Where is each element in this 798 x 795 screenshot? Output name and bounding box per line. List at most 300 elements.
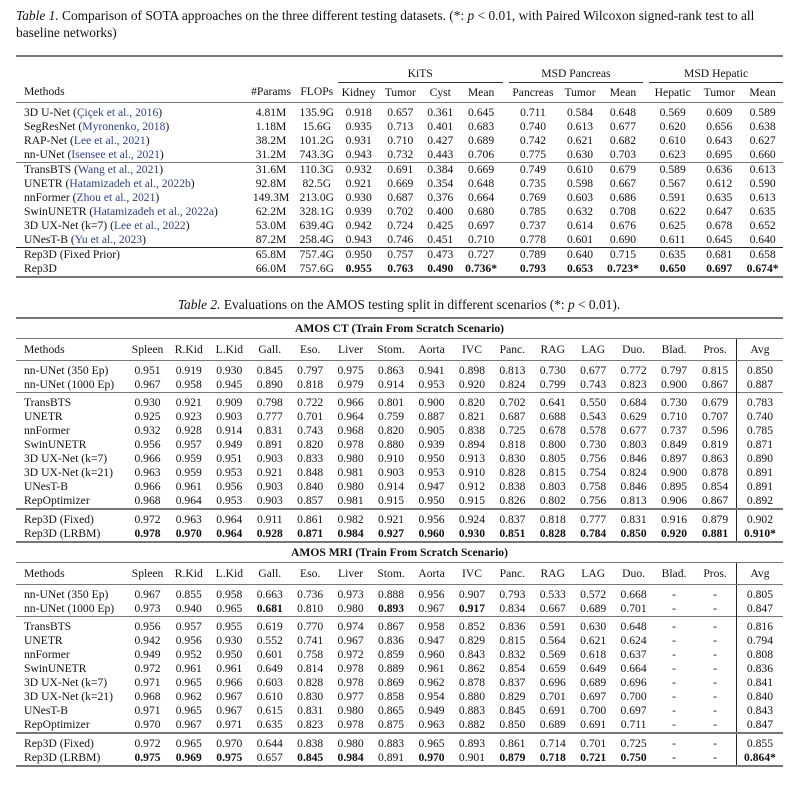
table2-caption-p: p — [567, 297, 575, 312]
value-cell: 0.649 — [580, 662, 607, 675]
value-cell: 0.950 — [418, 452, 445, 465]
table-row — [16, 602, 783, 617]
table-row — [16, 163, 783, 178]
table-row — [16, 733, 783, 751]
value-cell: 0.954 — [418, 690, 445, 703]
value-cell: 0.613 — [566, 120, 594, 133]
method-name: UNETR — [24, 634, 63, 647]
value-cell: 0.837 — [492, 509, 532, 527]
value-cell: 0.810 — [297, 602, 324, 615]
value-cell: 0.818 — [533, 509, 573, 527]
value-cell: - — [654, 751, 694, 766]
value-cell: 0.867 — [702, 378, 729, 391]
value-cell: 0.947 — [418, 634, 445, 647]
value-cell: 0.831 — [297, 704, 324, 717]
value-cell: 0.978 — [134, 527, 161, 540]
value-cell: 0.969 — [168, 751, 209, 766]
column-header: Panc. — [492, 563, 532, 585]
value-cell: 0.664 — [620, 662, 647, 675]
value-cell: 0.696 — [539, 676, 566, 689]
value-cell: 0.949 — [418, 704, 445, 717]
value-cell: 0.681 — [256, 602, 283, 615]
value-cell: 0.854 — [499, 662, 526, 675]
value-cell: 0.950 — [418, 494, 445, 507]
value-cell: 0.961 — [216, 662, 243, 675]
column-header: Mean — [460, 83, 503, 103]
value-cell: 0.882 — [458, 718, 486, 731]
column-header: Blad. — [654, 339, 694, 361]
group-header-kits: KiTS — [338, 65, 503, 83]
column-header: Liver — [330, 339, 370, 361]
value-cell: 0.968 — [134, 690, 161, 703]
value-cell: 0.930 — [216, 634, 243, 647]
citation-link[interactable]: Hatamizadeh et al., 2022b — [69, 177, 191, 190]
table-row — [16, 466, 783, 480]
value-cell: 0.971 — [216, 718, 243, 731]
value-cell: 0.968 — [337, 424, 364, 437]
value-cell: 0.684 — [613, 393, 653, 411]
value-cell: 0.645 — [468, 106, 495, 119]
value-cell: 0.736* — [460, 262, 503, 277]
value-cell: 0.679 — [694, 393, 736, 411]
value-cell: 0.813 — [499, 364, 526, 377]
value-cell: 0.830 — [499, 452, 526, 465]
value-cell: 0.930 — [216, 364, 243, 377]
value-cell: 0.932 — [338, 163, 380, 178]
value-cell: 0.659 — [539, 662, 566, 675]
value-cell: 0.925 — [134, 410, 161, 423]
value-cell: 0.984 — [330, 751, 370, 766]
value-cell: 0.831 — [613, 509, 653, 527]
method-name: SwinUNETR — [24, 662, 87, 675]
column-header: FLOPs — [296, 83, 338, 103]
value-cell: 0.643 — [706, 134, 733, 147]
value-cell: 0.641 — [533, 393, 573, 411]
value-cell: 0.828 — [539, 527, 566, 540]
method-name: UNETR (Hatamizadeh et al., 2022b) — [24, 177, 195, 190]
value-cell: 0.621 — [580, 634, 607, 647]
value-cell: 0.957 — [168, 617, 209, 635]
avg-cell: 0.902 — [736, 509, 783, 527]
value-cell: 0.921 — [345, 177, 372, 190]
value-cell: 0.903 — [256, 452, 283, 465]
value-cell: 0.980 — [337, 480, 364, 493]
table-row — [16, 494, 783, 509]
value-cell: 0.913 — [458, 452, 486, 465]
column-header: Eso. — [290, 563, 330, 585]
method-name: nn-UNet (1000 Ep) — [24, 602, 115, 615]
column-header: Tumor — [557, 83, 603, 103]
citation-link[interactable]: Çiçek et al., 2016 — [76, 106, 159, 119]
avg-cell: 0.836 — [736, 662, 783, 676]
table-row — [16, 219, 783, 233]
value-cell: 0.966 — [134, 480, 161, 493]
table-row — [16, 233, 783, 248]
method-name: TransBTS — [16, 617, 127, 635]
avg-cell: 0.740 — [736, 410, 783, 424]
avg-cell: 0.890 — [736, 452, 783, 466]
value-cell: 0.805 — [539, 452, 566, 465]
value-cell: 0.903 — [256, 480, 283, 493]
avg-cell: 0.841 — [736, 676, 783, 690]
value-cell: 0.552 — [256, 634, 283, 647]
column-header: Gall. — [250, 339, 290, 361]
column-header: Duo. — [613, 339, 653, 361]
value-cell: 0.613 — [749, 191, 776, 204]
value-cell: 0.893 — [378, 602, 405, 615]
column-header: Blad. — [654, 563, 694, 585]
flops-cell: 743.3G — [299, 148, 334, 161]
value-cell: 0.400 — [427, 205, 454, 218]
value-cell: 0.982 — [330, 509, 370, 527]
value-cell: 0.688 — [539, 410, 566, 423]
value-cell: 0.867 — [371, 617, 412, 635]
value-cell: 0.828 — [499, 466, 526, 479]
table-row — [16, 690, 783, 704]
citation-link[interactable]: Hatamizadeh et al., 2022a — [93, 205, 214, 218]
value-cell: 0.883 — [458, 704, 486, 717]
table-row — [16, 262, 783, 277]
value-cell: 0.951 — [216, 452, 243, 465]
value-cell: 0.919 — [175, 364, 202, 377]
value-cell: - — [654, 733, 694, 751]
value-cell: 0.962 — [418, 676, 445, 689]
value-cell: 0.979 — [337, 378, 364, 391]
value-cell: 0.629 — [620, 410, 647, 423]
value-cell: 0.949 — [134, 648, 161, 661]
value-cell: 0.754 — [580, 466, 607, 479]
value-cell: 0.644 — [250, 733, 290, 751]
value-cell: 0.772 — [620, 364, 647, 377]
value-cell: 0.953 — [216, 494, 243, 507]
value-cell: - — [672, 690, 676, 703]
avg-cell: 0.847 — [736, 718, 783, 733]
value-cell: 0.862 — [458, 662, 486, 675]
citation-link[interactable]: Lee et al., 2022 — [113, 219, 186, 232]
value-cell: 0.850 — [620, 527, 647, 540]
value-cell: 0.894 — [458, 438, 486, 451]
value-cell: 0.849 — [660, 438, 688, 451]
table-row — [16, 704, 783, 718]
value-cell: 0.859 — [378, 648, 405, 661]
value-cell: 0.710 — [660, 410, 688, 423]
method-label: Rep3D (Fixed Prior) — [24, 248, 120, 261]
params-cell: 4.81M — [255, 106, 287, 119]
method-name: nn-UNet (1000 Ep) — [24, 378, 115, 391]
value-cell: 0.846 — [620, 480, 647, 493]
value-cell: 0.613 — [742, 163, 783, 178]
method-name — [16, 248, 246, 263]
value-cell: 0.618 — [580, 648, 607, 661]
value-cell: 0.907 — [458, 588, 486, 601]
value-cell: 0.669 — [460, 163, 503, 178]
table-row — [16, 205, 783, 219]
citation-link[interactable]: Yu et al., 2023 — [74, 233, 143, 246]
method-name: SwinUNETR — [24, 438, 87, 451]
column-header: Duo. — [613, 563, 653, 585]
value-cell: 0.777 — [573, 509, 613, 527]
value-cell: 0.820 — [378, 424, 405, 437]
value-cell: 0.730 — [580, 438, 607, 451]
value-cell: 0.711 — [520, 106, 546, 119]
value-cell: 0.900 — [660, 466, 688, 479]
value-cell: 0.785 — [519, 205, 546, 218]
method-name: Rep3D (Fixed) — [16, 509, 127, 527]
avg-cell: 0.864* — [736, 751, 783, 766]
method-label: UNETR — [24, 177, 63, 190]
value-cell: 0.737 — [660, 424, 688, 437]
value-cell: 0.658 — [742, 248, 783, 263]
value-cell: 0.960 — [418, 527, 445, 540]
value-cell: 0.578 — [580, 424, 607, 437]
table-row — [16, 424, 783, 438]
value-cell: 0.903 — [378, 466, 405, 479]
value-cell: 0.591 — [533, 617, 573, 635]
method-name: Rep3D (LRBM) — [24, 527, 101, 540]
value-cell: 0.833 — [297, 452, 324, 465]
value-cell: 0.824 — [499, 378, 526, 391]
method-name: nnFormer — [24, 648, 70, 661]
value-cell: 0.857 — [297, 494, 324, 507]
table-row — [16, 438, 783, 452]
value-cell: 0.722 — [290, 393, 330, 411]
value-cell: 0.965 — [411, 733, 451, 751]
value-cell: 0.952 — [175, 648, 202, 661]
column-header: Aorta — [411, 339, 451, 361]
column-header: R.Kid — [168, 339, 209, 361]
citation-link[interactable]: Isensee et al., 2021 — [71, 148, 160, 161]
table-row — [16, 617, 783, 635]
value-cell: 0.622 — [659, 205, 686, 218]
value-cell: 0.800 — [539, 438, 566, 451]
citation-link[interactable]: Myronenko, 2018 — [82, 120, 166, 133]
column-header: Avg — [736, 563, 783, 585]
params-cell: 38.2M — [255, 134, 287, 147]
flops-cell: 639.4G — [299, 219, 334, 232]
value-cell: 0.980 — [337, 704, 364, 717]
value-cell: 0.743 — [580, 378, 607, 391]
value-cell: 0.676 — [609, 219, 636, 232]
value-cell: 0.814 — [297, 662, 324, 675]
value-cell: 0.930 — [345, 191, 372, 204]
column-header: Tumor — [696, 83, 742, 103]
method-label: SegResNet — [24, 120, 76, 133]
flops-cell: 258.4G — [299, 233, 334, 246]
value-cell: - — [713, 602, 718, 615]
value-cell: 0.978 — [337, 438, 364, 451]
avg-cell: 0.892 — [736, 494, 783, 509]
value-cell: 0.980 — [330, 733, 370, 751]
value-cell: 0.721 — [573, 751, 613, 766]
params-cell: 149.3M — [252, 191, 290, 204]
value-cell: - — [672, 588, 676, 601]
value-cell: 0.950 — [216, 648, 243, 661]
method-name: nn-UNet (350 Ep) — [24, 364, 109, 377]
value-cell: 0.689 — [580, 676, 607, 689]
value-cell: 0.677 — [609, 120, 636, 133]
method-name: UNesT-B (Yu et al., 2023) — [24, 233, 146, 246]
value-cell: 0.893 — [452, 733, 492, 751]
value-cell: 0.887 — [418, 410, 445, 423]
column-header: Liver — [330, 563, 370, 585]
value-cell: 0.958 — [216, 588, 243, 601]
value-cell: 0.832 — [499, 648, 526, 661]
value-cell: - — [672, 648, 676, 661]
value-cell: 0.953 — [418, 466, 445, 479]
value-cell: 0.941 — [418, 364, 445, 377]
table-row — [16, 452, 783, 466]
value-cell: 0.836 — [378, 634, 405, 647]
value-cell: 0.927 — [378, 527, 405, 540]
params-cell: 66.0M — [246, 262, 295, 277]
column-header: LAG — [573, 339, 613, 361]
value-cell: 0.967 — [134, 588, 161, 601]
table-row — [16, 648, 783, 662]
citation-link[interactable]: Wang et al., 2021 — [78, 163, 160, 176]
column-header: L.Kid — [209, 339, 250, 361]
value-cell: 0.663 — [256, 588, 283, 601]
value-cell: - — [672, 602, 676, 615]
value-cell: 0.891 — [371, 751, 412, 766]
value-cell: 0.635 — [256, 718, 283, 731]
table-row — [16, 378, 783, 393]
value-cell: 0.648 — [609, 106, 636, 119]
value-cell: 0.921 — [168, 393, 209, 411]
value-cell: 0.959 — [175, 466, 202, 479]
table-row — [16, 634, 783, 648]
value-cell: 0.425 — [427, 219, 454, 232]
value-cell: 0.715 — [603, 248, 643, 263]
value-cell: 0.900 — [411, 393, 451, 411]
method-name: Rep3D (Fixed) — [16, 733, 127, 751]
value-cell: 0.683 — [468, 120, 495, 133]
value-cell: 0.910 — [378, 452, 405, 465]
value-cell: 0.840 — [297, 480, 324, 493]
value-cell: 0.975 — [127, 751, 169, 766]
value-cell: 0.354 — [427, 177, 454, 190]
value-cell: 0.700 — [580, 704, 607, 717]
value-cell: 0.928 — [256, 527, 283, 540]
value-cell: 0.942 — [134, 634, 161, 647]
value-cell: 0.879 — [492, 751, 532, 766]
value-cell: 0.878 — [702, 466, 729, 479]
value-cell: 0.964 — [209, 509, 250, 527]
value-cell: 0.735 — [519, 177, 546, 190]
value-cell: 0.737 — [519, 219, 546, 232]
value-cell: 0.615 — [256, 704, 283, 717]
value-cell: 0.636 — [696, 163, 742, 178]
value-cell: 0.861 — [492, 733, 532, 751]
value-cell: 0.590 — [749, 177, 776, 190]
value-cell: 0.956 — [418, 588, 445, 601]
method-name: TransBTS — [16, 393, 127, 411]
value-cell: 0.830 — [297, 690, 324, 703]
value-cell: - — [694, 617, 736, 635]
table1-caption-p: p — [467, 8, 475, 23]
method-name: RepOptimizer — [24, 494, 90, 507]
value-cell: 0.854 — [702, 480, 729, 493]
value-cell: 0.953 — [216, 466, 243, 479]
column-header: Mean — [742, 83, 783, 103]
value-cell: 0.829 — [458, 634, 486, 647]
column-header: Gall. — [250, 563, 290, 585]
value-cell: 0.564 — [539, 634, 566, 647]
table2-column-header — [16, 563, 783, 585]
column-header: Spleen — [127, 339, 169, 361]
value-cell: 0.967 — [418, 602, 445, 615]
value-cell: 0.784 — [580, 527, 607, 540]
value-cell: 0.550 — [573, 393, 613, 411]
value-cell: 0.939 — [418, 438, 445, 451]
value-cell: 0.916 — [654, 509, 694, 527]
value-cell: 0.973 — [134, 602, 161, 615]
value-cell: 0.945 — [216, 378, 243, 391]
value-cell: 0.815 — [702, 364, 729, 377]
table-row — [16, 191, 783, 205]
value-cell: 0.657 — [387, 106, 414, 119]
value-cell: 0.880 — [458, 690, 486, 703]
value-cell: 0.664 — [468, 191, 495, 204]
value-cell: 0.647 — [706, 205, 733, 218]
value-cell: 0.970 — [175, 527, 202, 540]
value-cell: 0.867 — [702, 494, 729, 507]
value-cell: 0.963 — [168, 509, 209, 527]
value-cell: 0.723* — [603, 262, 643, 277]
value-cell: - — [713, 648, 718, 661]
value-cell: 0.703 — [609, 148, 636, 161]
value-cell: 0.901 — [452, 751, 492, 766]
value-cell: 0.960 — [418, 648, 445, 661]
value-cell: 0.730 — [539, 364, 566, 377]
value-cell: 0.914 — [216, 424, 243, 437]
value-cell: 0.635 — [649, 248, 696, 263]
value-cell: 0.980 — [337, 602, 364, 615]
value-cell: 0.914 — [378, 378, 405, 391]
method-name: 3D UX-Net (k=7) (Lee et al., 2022) — [24, 219, 190, 232]
column-header: Avg — [736, 339, 783, 361]
value-cell: 0.959 — [175, 452, 202, 465]
value-cell: 0.878 — [458, 676, 486, 689]
value-cell: 0.710 — [387, 134, 414, 147]
value-cell: 0.667 — [539, 602, 566, 615]
table1-caption — [16, 7, 786, 41]
column-header: Methods — [16, 339, 127, 361]
table1-column-header — [16, 83, 783, 103]
value-cell: 0.741 — [297, 634, 324, 647]
citation-link[interactable]: Lee et al., 2021 — [73, 134, 146, 147]
value-cell: 0.972 — [127, 733, 169, 751]
value-cell: 0.724 — [387, 219, 414, 232]
table-row — [16, 410, 783, 424]
table-row — [16, 585, 783, 603]
table1-caption-text2: < 0.01, with Paired Wilcoxon signed-rank test to all baseline networks) — [16, 8, 755, 40]
avg-cell: 0.843 — [736, 704, 783, 718]
column-header: Cyst — [421, 83, 460, 103]
table-row — [16, 718, 783, 733]
citation-link[interactable]: Zhou et al., 2021 — [76, 191, 156, 204]
value-cell: 0.682 — [609, 134, 636, 147]
method-name: 3D UX-Net (k=21) — [24, 466, 113, 479]
value-cell: 0.620 — [659, 120, 686, 133]
value-cell: - — [713, 704, 718, 717]
value-cell: 0.898 — [458, 364, 486, 377]
avg-cell: 0.855 — [736, 733, 783, 751]
value-cell: 0.589 — [649, 163, 696, 178]
value-cell: 0.965 — [175, 676, 202, 689]
value-cell: 0.863 — [702, 452, 729, 465]
value-cell: - — [694, 733, 736, 751]
value-cell: 0.797 — [660, 364, 688, 377]
